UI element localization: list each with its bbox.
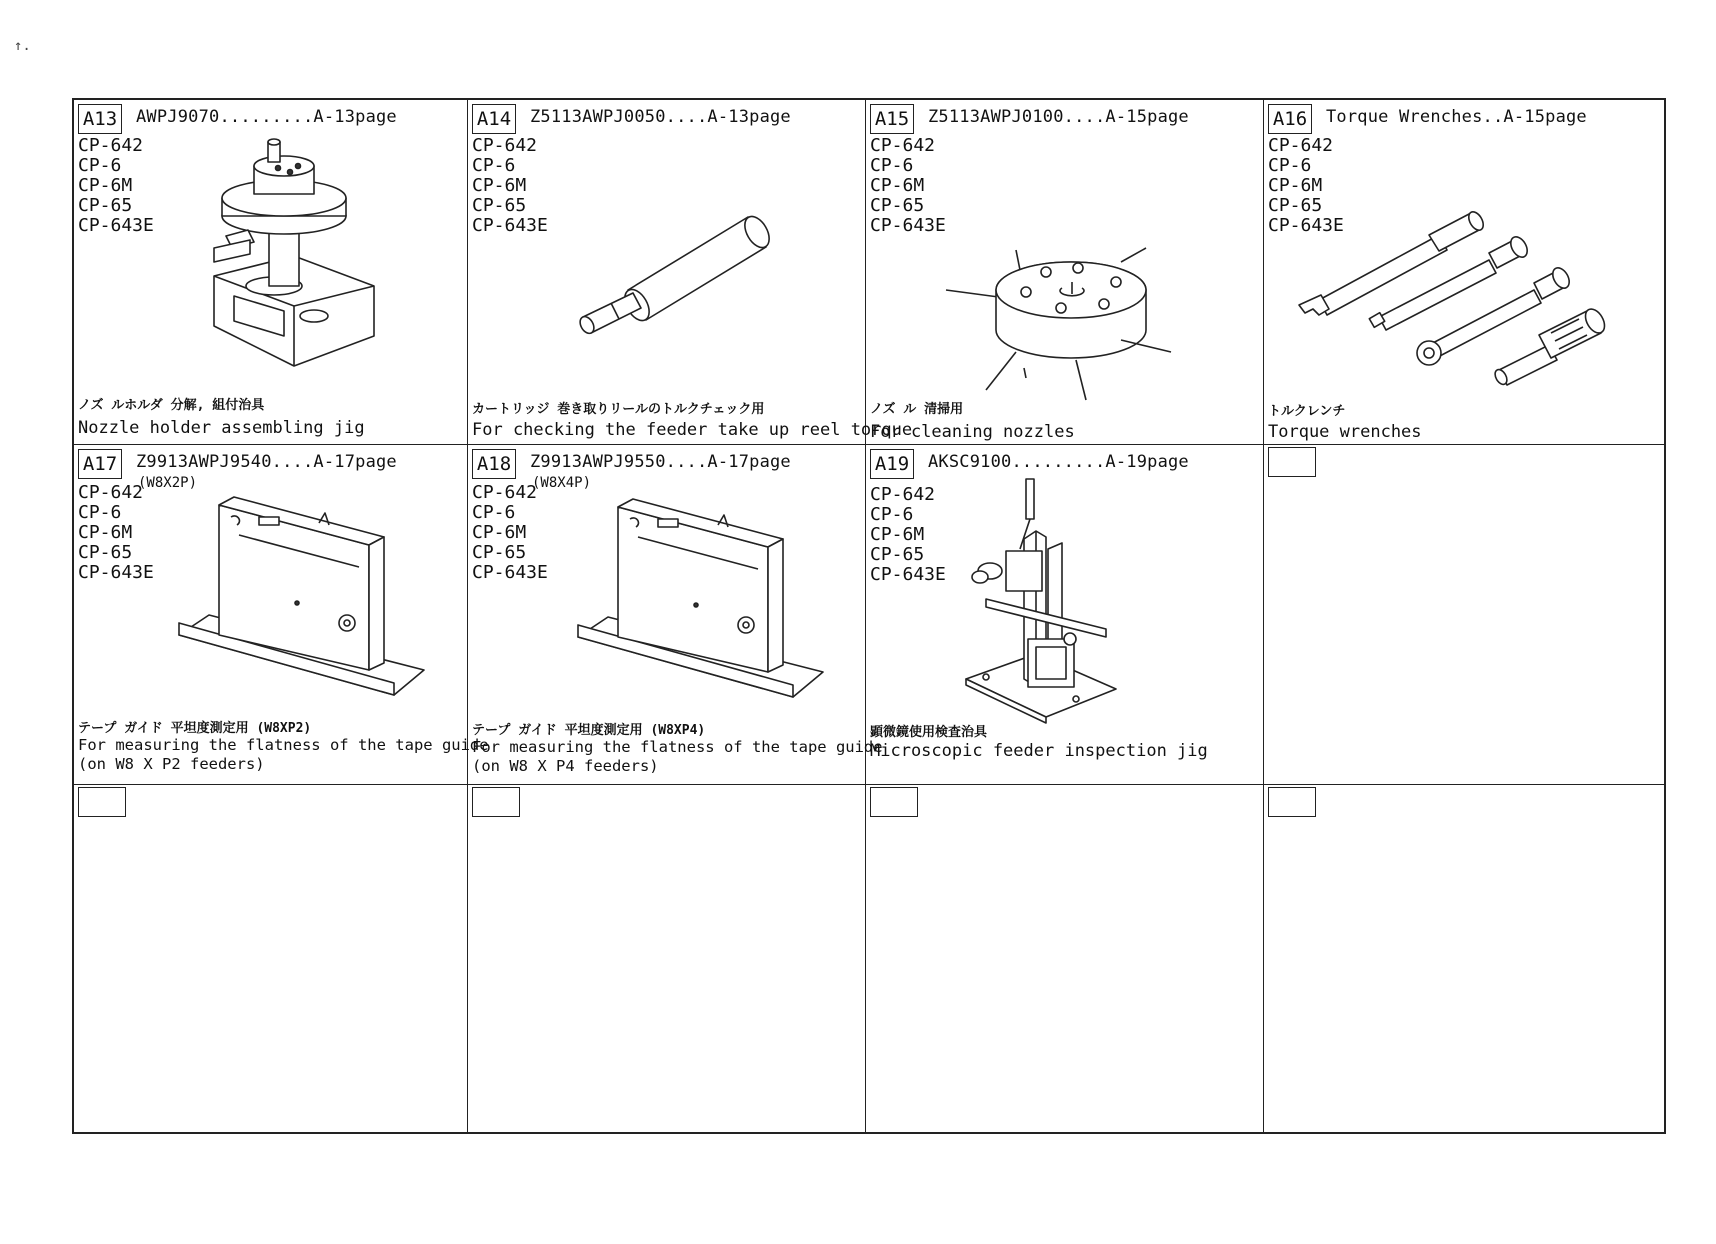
item-tag: A16	[1268, 104, 1312, 134]
model-item: CP-642	[472, 482, 538, 503]
torque-check-shaft-icon	[553, 195, 793, 365]
part-code: Z5113AWPJ0050....A-13page	[530, 107, 791, 127]
english-description: (on W8 X P4 feeders)	[472, 757, 659, 775]
empty-item-tag	[1268, 787, 1316, 817]
model-item: CP-6	[870, 504, 914, 525]
item-tag: A15	[870, 104, 914, 134]
catalog-cell-a15	[866, 100, 1264, 445]
model-item: CP-642	[78, 135, 144, 156]
model-item: CP-65	[78, 542, 133, 563]
item-tag: A18	[472, 449, 516, 479]
english-description: For measuring the flatness of the tape guide	[472, 738, 883, 756]
tape-guide-gauge-icon	[179, 495, 424, 695]
model-item: CP-642	[870, 135, 936, 156]
item-tag: A13	[78, 104, 122, 134]
size-note: (W8X4P)	[532, 475, 592, 491]
model-item: CP-65	[472, 542, 527, 563]
model-item: CP-643E	[78, 215, 154, 236]
tool-catalog-grid	[72, 98, 1666, 1134]
part-code: AWPJ9070.........A-13page	[136, 107, 397, 127]
page-corner-mark: ↑.	[14, 38, 31, 54]
model-item: CP-65	[78, 195, 133, 216]
model-item: CP-65	[870, 544, 925, 565]
catalog-cell-empty	[866, 785, 1264, 1132]
model-item: CP-642	[78, 482, 144, 503]
model-item: CP-642	[870, 484, 936, 505]
part-code: Z5113AWPJ0100....A-15page	[928, 107, 1189, 127]
model-item: CP-643E	[472, 215, 548, 236]
japanese-description: テープ ガイド 平坦度測定用 (W8XP4)	[472, 723, 706, 738]
model-list	[870, 136, 946, 236]
nozzle-holder-jig-icon	[194, 136, 394, 376]
tape-guide-gauge-icon	[578, 497, 823, 697]
japanese-description: ノズ ルホルダ 分解, 組付治具	[78, 398, 265, 413]
catalog-cell-a13	[74, 100, 468, 445]
part-code: AKSC9100.........A-19page	[928, 452, 1189, 472]
part-code: Z9913AWPJ9540....A-17page	[136, 452, 397, 472]
model-item: CP-643E	[870, 564, 946, 585]
model-item: CP-6	[78, 502, 122, 523]
model-item: CP-6	[78, 155, 122, 176]
japanese-description: トルクレンチ	[1268, 404, 1346, 419]
model-item: CP-6M	[472, 522, 527, 543]
microscope-inspection-jig-icon	[966, 479, 1136, 719]
model-item: CP-6M	[1268, 175, 1323, 196]
catalog-cell-a17	[74, 445, 489, 785]
model-item: CP-6	[472, 502, 516, 523]
japanese-description: ノズ ル 清掃用	[870, 402, 964, 417]
model-item: CP-642	[472, 135, 538, 156]
model-list	[472, 483, 548, 583]
model-list	[78, 483, 154, 583]
torque-wrenches-icon	[1289, 205, 1609, 395]
item-tag: A19	[870, 449, 914, 479]
model-item: CP-6M	[472, 175, 527, 196]
model-item: CP-6M	[870, 524, 925, 545]
english-description: Microscopic feeder inspection jig	[870, 741, 1208, 761]
model-item: CP-643E	[472, 562, 548, 583]
empty-item-tag	[1268, 447, 1316, 477]
model-list	[78, 136, 154, 236]
catalog-cell-empty	[74, 785, 468, 1132]
model-item: CP-6	[1268, 155, 1312, 176]
model-item: CP-643E	[870, 215, 946, 236]
empty-item-tag	[870, 787, 918, 817]
model-item: CP-65	[870, 195, 925, 216]
model-item: CP-65	[1268, 195, 1323, 216]
catalog-cell-empty	[468, 785, 866, 1132]
english-description: For checking the feeder take up reel torque	[472, 420, 913, 440]
japanese-description: テープ ガイド 平坦度測定用 (W8XP2)	[78, 721, 312, 736]
nozzle-cleaning-disc-icon	[946, 230, 1196, 400]
english-description: For measuring the flatness of the tape guide	[78, 736, 489, 754]
catalog-cell-empty	[1264, 785, 1664, 1132]
model-item: CP-642	[1268, 135, 1334, 156]
english-description: (on W8 X P2 feeders)	[78, 755, 265, 773]
item-tag: A14	[472, 104, 516, 134]
model-item: CP-65	[472, 195, 527, 216]
model-item: CP-6	[472, 155, 516, 176]
empty-item-tag	[472, 787, 520, 817]
model-list	[472, 136, 548, 236]
japanese-description: 顕微鏡使用検査治具	[870, 725, 988, 740]
model-item: CP-6	[870, 155, 914, 176]
catalog-cell-empty	[1264, 445, 1664, 785]
part-code: Z9913AWPJ9550....A-17page	[530, 452, 791, 472]
model-item: CP-643E	[78, 562, 154, 583]
model-item: CP-6M	[78, 175, 133, 196]
english-description: Nozzle holder assembling jig	[78, 418, 365, 438]
catalog-cell-a19	[866, 445, 1264, 785]
catalog-cell-a18	[468, 445, 883, 785]
model-item: CP-6M	[870, 175, 925, 196]
japanese-description: カートリッジ 巻き取りリールのトルクチェック用	[472, 402, 765, 417]
part-code: Torque Wrenches..A-15page	[1326, 107, 1587, 127]
english-description: For cleaning nozzles	[870, 422, 1075, 442]
model-list	[870, 485, 946, 585]
english-description: Torque wrenches	[1268, 422, 1422, 442]
empty-item-tag	[78, 787, 126, 817]
model-item: CP-643E	[1268, 215, 1344, 236]
size-note: (W8X2P)	[138, 475, 198, 491]
model-item: CP-6M	[78, 522, 133, 543]
catalog-cell-a16	[1264, 100, 1664, 445]
item-tag: A17	[78, 449, 122, 479]
